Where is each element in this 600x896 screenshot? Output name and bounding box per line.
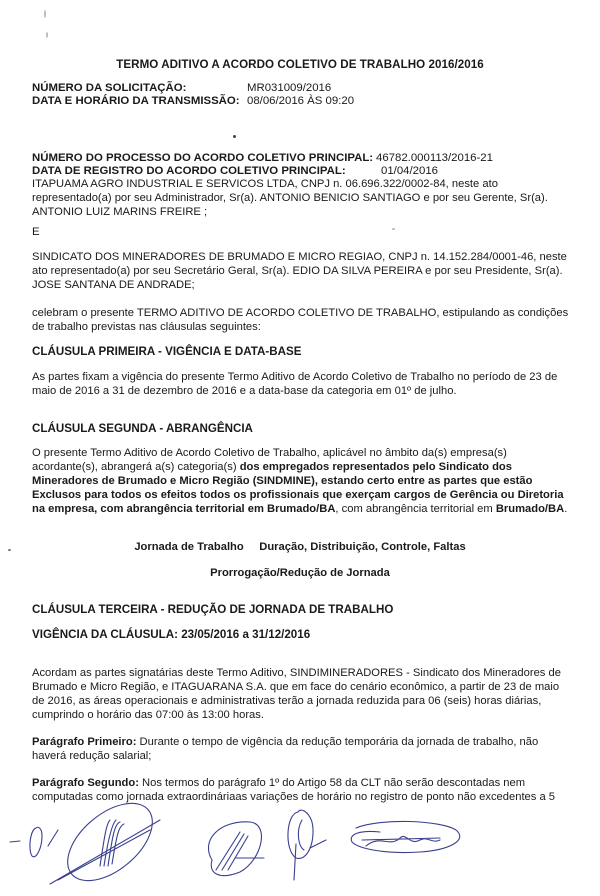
clause3-paragraph-1	[32, 735, 572, 763]
clause3-heading: CLÁUSULA TERCEIRA - REDUÇÃO DE JORNADA DE TRABALHO	[32, 603, 394, 616]
signature-1	[10, 827, 58, 857]
clause2-text-e: Brumado/BA	[495, 503, 565, 515]
paragraph-2-label: Parágrafo Segundo:	[32, 777, 139, 789]
conjunction: E	[32, 226, 40, 238]
clause2-text-b: dos empregados representados pelo Sindicato dos Mineradores de Brumado e Micro Região (SINDMINE)	[32, 461, 512, 487]
paragraph-2-text: Nos termos do parágrafo 1º do Artigo 58 da CLT não serão descontadas nem computadas como jornada extraordináriaas variações de horário no registro de ponto não excedentes a 5	[32, 777, 556, 803]
document-title: TERMO ADITIVO A ACORDO COLETIVO DE TRABALHO 2016/2016	[116, 58, 484, 71]
signatures-area	[0, 800, 600, 896]
clause3-text: Acordam as partes signatárias deste Termo Aditivo, SINDIMINERADORES - Sindicato dos Mineradores de Brumado e Micro Região, e ITAGUARANA S.A. que em face do cenário econômico, a partir de 23 de maio de 2016, as áreas operacionais e administrativas terão a jornada reduzida para 06 (seis) horas diárias, cumprindo o horário das 07:00 às 13:00 horas.	[32, 667, 561, 721]
section-group-title: Jornada de Trabalho Duração, Distribuição, Controle, Faltas	[134, 541, 466, 553]
clause3-validity: VIGÊNCIA DA CLÁUSULA: 23/05/2016 a 31/12/2016	[32, 628, 311, 641]
transmission-datetime-value: 08/06/2016 ÀS 09:20	[247, 95, 355, 107]
scan-speck	[44, 10, 46, 18]
scan-speck	[46, 32, 48, 38]
party-union: SINDICATO DOS MINERADORES DE BRUMADO E MICRO REGIAO, CNPJ n. 14.152.284/0001-46, neste ato representado(a) por seu Secretário Geral, Sr(a). EDIO DA SILVA PEREIRA e por seu Presidente, Sr(a). JOSE SANTANA DE ANDRADE;	[32, 251, 567, 291]
registration-date-value: 01/04/2016	[381, 165, 439, 177]
registration-date-label: DATA DE REGISTRO DO ACORDO COLETIVO PRINCIPAL:	[32, 165, 346, 177]
clause2-text-f: .	[564, 503, 568, 515]
intro-paragraph: celebram o presente TERMO ADITIVO DE ACORDO COLETIVO DE TRABALHO, estipulando as condições de trabalho previstas nas cláusulas seguintes:	[32, 307, 569, 333]
clause2-text-a: O presente Termo Aditivo de Acordo Coletivo de Trabalho, aplicável no âmbito da(s) empresa(s) acordante(s), abrangerá a(s) categoria(s)	[32, 447, 507, 473]
signature-4	[288, 810, 326, 880]
clause2-text	[32, 446, 572, 516]
signature-5	[351, 821, 460, 852]
paragraph-1-label: Parágrafo Primeiro:	[32, 736, 137, 748]
clause2-heading: CLÁUSULA SEGUNDA - ABRANGÊNCIA	[32, 422, 253, 435]
request-number-label: NÚMERO DA SOLICITAÇÃO:	[32, 82, 187, 94]
process-number-value: 46782.000113/2016-21	[376, 152, 493, 164]
scan-speck	[392, 228, 395, 230]
process-number-label: NÚMERO DO PROCESSO DO ACORDO COLETIVO PRINCIPAL:	[32, 152, 374, 164]
paragraph-1-text: Durante o tempo de vigência da redução temporária da jornada de trabalho, não haverá redução salarial;	[32, 736, 539, 762]
transmission-datetime-label: DATA E HORÁRIO DA TRANSMISSÃO:	[32, 95, 240, 107]
clause1-text: As partes fixam a vigência do presente Termo Aditivo de Acordo Coletivo de Trabalho no período de 23 de maio de 2016 a 31 de dezembro de 2016 e a data-base da categoria em 01º de julho.	[32, 371, 558, 397]
request-number-value: MR031009/2016	[247, 82, 332, 94]
clause2-text-d: , com abrangência territorial em	[335, 503, 496, 515]
signature-3	[208, 822, 264, 876]
signature-2	[50, 800, 166, 896]
party-company: ITAPUAMA AGRO INDUSTRIAL E SERVICOS LTDA, CNPJ n. 06.696.322/0002-84, neste ato representado(a) por seu Administrador, Sr(a). ANTONIO BENICIO SANTIAGO e por seu Gerente, Sr(a). ANTONIO LUIZ MARINS FREIRE ;	[32, 178, 548, 218]
clause1-heading: CLÁUSULA PRIMEIRA - VIGÊNCIA E DATA-BASE	[32, 345, 302, 358]
clause2-text-c: , estando certo entre as partes que estão Exclusos para todos os efeitos todos os profissionais que exerçam cargos de Gerência ou Diretoria na empresa, com abrangência territorial em Brumado/BA	[32, 475, 564, 515]
section-subgroup-title: Prorrogação/Redução de Jornada	[210, 567, 390, 579]
scan-speck	[233, 135, 236, 138]
